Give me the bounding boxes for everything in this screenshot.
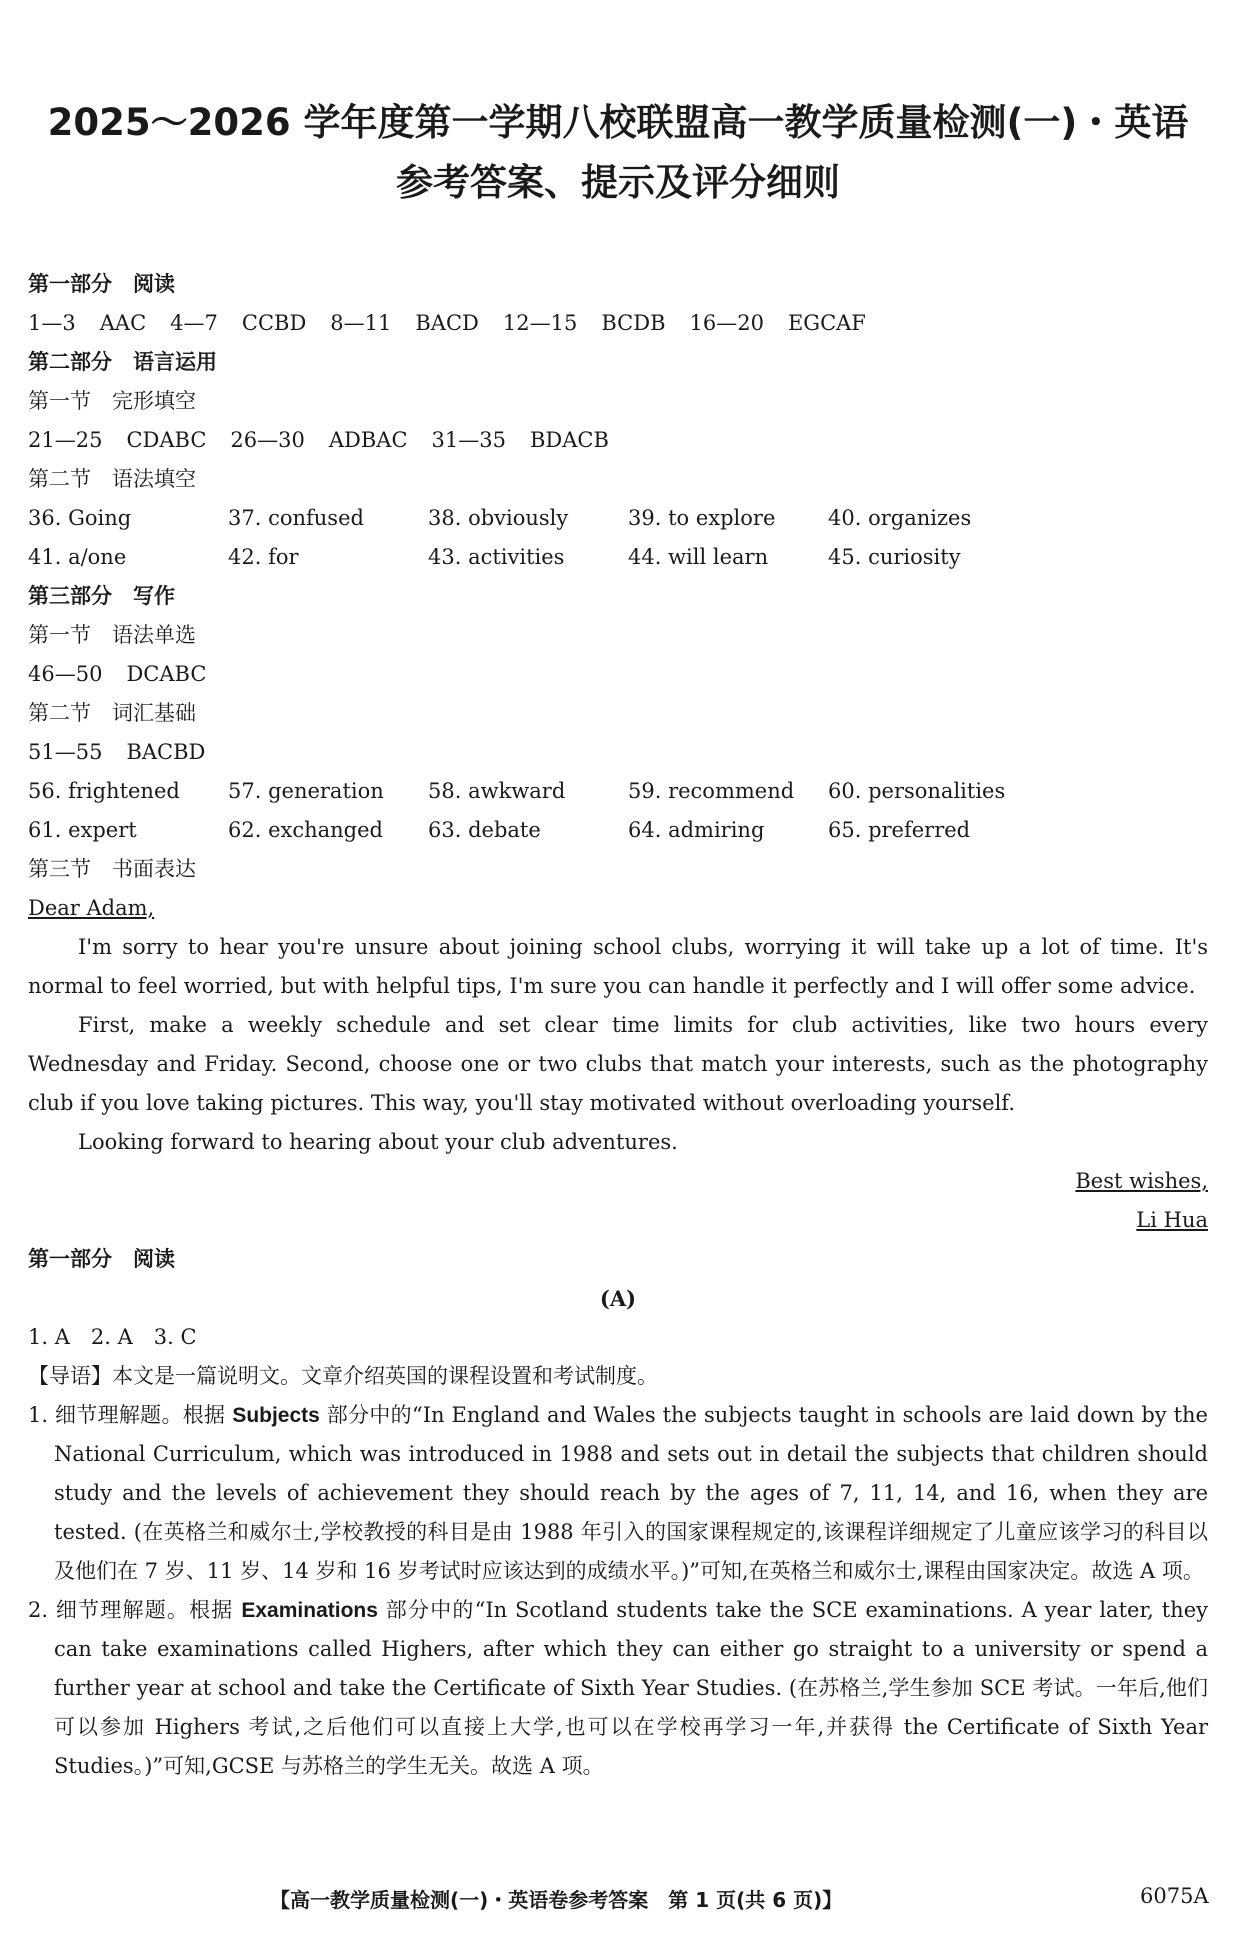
document-subtitle: 参考答案、提示及评分细则 [396,161,840,204]
answer-value: AAC [99,311,147,335]
letter-paragraph-3: Looking forward to hearing about your club adventures. [78,1130,678,1154]
footer-code: 6075A [1140,1884,1209,1908]
answer-range: 31—35 [431,428,506,452]
answer-cell: 64. admiring [628,818,765,842]
explain-heading: 第一部分 阅读 [28,1247,175,1271]
answer-cell: 60. personalities [828,779,1006,803]
item-text: 部分中的“In Scotland students take the SCE examinations. A year later, they can take examinations called Highers, after which they can either go straight to a university or spend a further year at school and take the Certificate of Sixth Year Studies. (在苏格兰,学生参加 SCE 考试。一年后,他们可以参加 Highers 考试,之后他们可以直接上大学,也可以在学校再学习一年,并获得 the Certificate of Sixth Year Studies。)”可知,GCSE 与苏格兰的学生无关。故选 A 项。 [54,1598,1208,1778]
answer-cell: 65. preferred [828,818,971,842]
answer-value: EGCAF [787,311,866,335]
answer-range: 46—50 [28,662,103,686]
letter-salutation-row [28,889,1208,928]
answer-cell: 41. a/one [28,545,127,569]
answer-range: 4—7 [170,311,218,335]
answer-cell: 62. exchanged [228,818,383,842]
answer-cell: 61. expert [28,818,137,842]
explain-item-1 [28,1396,1208,1591]
answer-range: 21—25 [28,428,103,452]
answer-value: BACBD [126,740,206,764]
letter-signature-row [28,1201,1208,1240]
answer-value: BACD [415,311,479,335]
part3-sec2-row1 [28,772,1208,811]
document-title: 2025～2026 学年度第一学期八校联盟高一教学质量检测(一)・英语 [47,101,1189,144]
part3-sec1-answer-row [28,655,1208,694]
letter-signature: Li Hua [1136,1208,1208,1232]
item-prefix: 2. 细节理解题。根据 [28,1598,242,1622]
answer-range: 12—15 [502,311,578,335]
answer-range: 1—3 [28,311,76,335]
answer-cell: 44. will learn [628,545,769,569]
letter-closing-row [28,1162,1208,1201]
answer-cell: 57. generation [228,779,384,803]
answer-cell: 59. recommend [628,779,795,803]
part3-sec2-answer-row [28,733,1208,772]
answer-value: DCABC [126,662,207,686]
part1-answer-row [28,304,1208,343]
answer-cell: 56. frightened [28,779,180,803]
part3-sec3-heading: 第三节 书面表达 [28,857,196,881]
answer-value: ADBAC [328,428,408,452]
answer-cell: 36. Going [28,506,132,530]
answer-cell: 63. debate [428,818,541,842]
answer-cell: 43. activities [428,545,565,569]
letter-closing: Best wishes, [1075,1169,1208,1193]
part3-heading: 第三部分 写作 [28,584,175,608]
answer-cell: 40. organizes [828,506,972,530]
answer-cell: 45. curiosity [828,545,961,569]
letter-salutation: Dear Adam, [28,896,155,920]
content-area [28,265,1208,1786]
part3-sec1-heading: 第一节 语法单选 [28,623,196,647]
part2-sec2-row1 [28,499,1208,538]
part2-heading: 第二部分 语言运用 [28,350,217,374]
explain-section-label: (A) [599,1286,637,1311]
part3-sec2-row2 [28,811,1208,850]
answer-value: BDACB [530,428,609,452]
explain-answers: 1. A 2. A 3. C [28,1325,197,1349]
part1-heading: 第一部分 阅读 [28,272,175,296]
answer-range: 16—20 [689,311,764,335]
part2-sec1-heading: 第一节 完形填空 [28,389,196,413]
answer-cell: 58. awkward [428,779,566,803]
explain-intro: 【导语】本文是一篇说明文。文章介绍英国的课程设置和考试制度。 [28,1364,658,1388]
part3-sec2-heading: 第二节 词汇基础 [28,701,196,725]
answer-value: BCDB [601,311,666,335]
letter-paragraph-1: I'm sorry to hear you're unsure about joining school clubs, worrying it will take up a lot of time. It's normal to feel worried, but with helpful tips, I'm sure you can handle it perfectly and I will offer some advice. [28,935,1208,998]
explain-item-2 [28,1591,1208,1786]
item-keyword: Subjects [232,1404,320,1427]
answer-range: 51—55 [28,740,103,764]
answer-cell: 39. to explore [628,506,776,530]
item-keyword: Examinations [241,1599,378,1622]
part2-sec1-answer-row [28,421,1208,460]
answer-value: CCBD [241,311,307,335]
part2-sec2-heading: 第二节 语法填空 [28,467,196,491]
item-text: 部分中的“In England and Wales the subjects taught in schools are laid down by the National Curriculum, which was introduced in 1988 and sets out in detail the subjects that children should study and the levels of achievement they should reach by the ages of 7, 11, 14, and 16, when they are tested. (在英格兰和威尔士,学校教授的科目是由 1988 年引入的国家课程规定的,该课程详细规定了儿童应该学习的科目以及他们在 7 岁、11 岁、14 岁和 16 岁考试时应该达到的成绩水平。)”可知,在英格兰和威尔士,课程由国家决定。故选 A 项。 [54,1403,1208,1583]
answer-value: CDABC [126,428,207,452]
answer-range: 8—11 [330,311,392,335]
part2-sec2-row2 [28,538,1208,577]
item-prefix: 1. 细节理解题。根据 [28,1403,233,1427]
letter-paragraph-2: First, make a weekly schedule and set clear time limits for club activities, like two hours every Wednesday and Friday. Second, choose one or two clubs that match your interests, such as the photography club if you love taking pictures. This way, you'll stay motivated without overloading yourself. [28,1013,1208,1115]
answer-cell: 38. obviously [428,506,569,530]
answer-cell: 42. for [228,545,299,569]
footer-page-info: 【高一教学质量检测(一)・英语卷参考答案 第 1 页(共 6 页)】 [270,1888,843,1912]
answer-cell: 37. confused [228,506,364,530]
answer-range: 26—30 [230,428,305,452]
